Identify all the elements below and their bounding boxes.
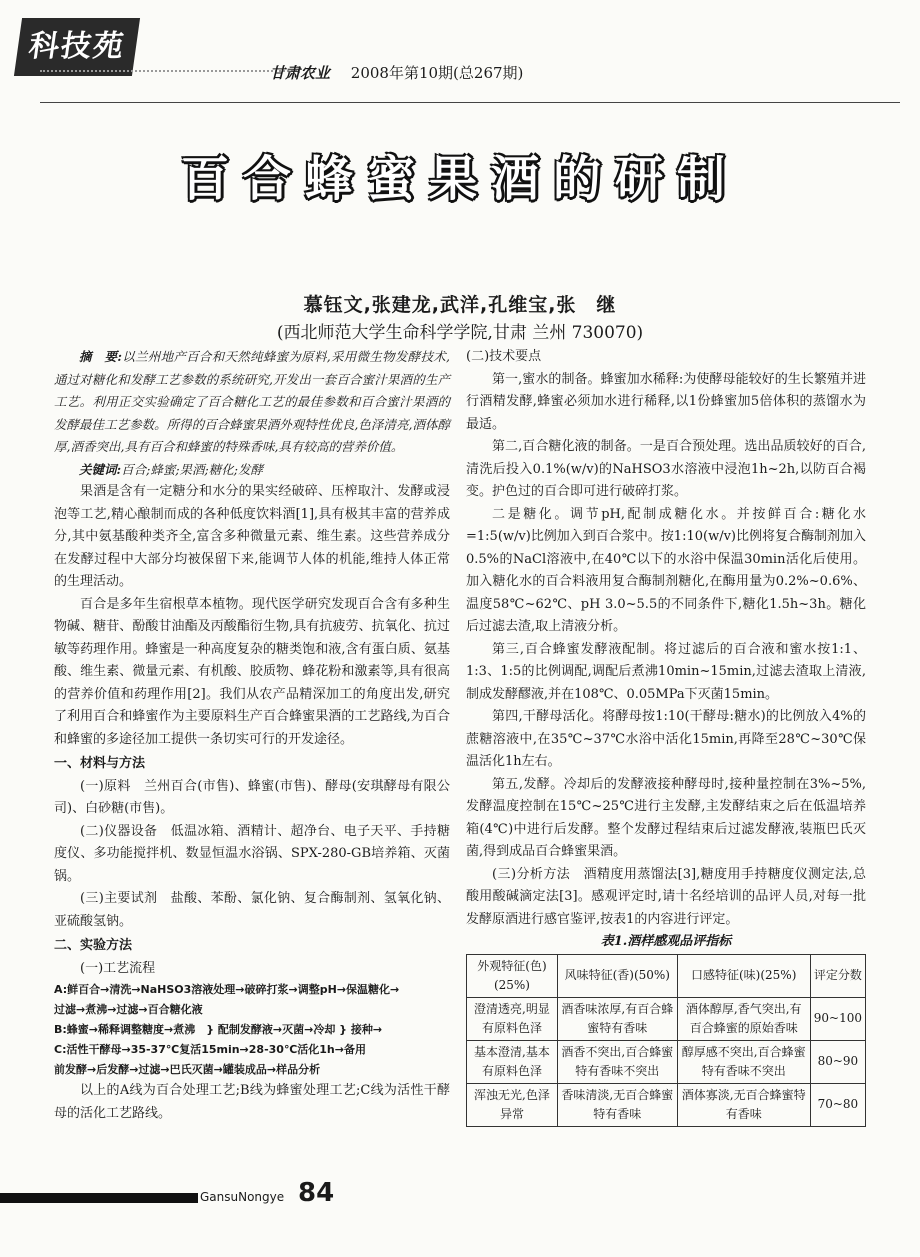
footer-brand: GansuNongye <box>200 1190 285 1204</box>
flow-line-a1: A:鲜百合→清洗→NaHSO3溶液处理→破碎打浆→调整pH→保温糖化→ <box>54 983 400 996</box>
flow-line-b: B:蜂蜜→稀释调整糖度→煮沸 } 配制发酵液→灭菌→冷却 } 接种→ <box>54 1023 383 1036</box>
flow-line-d: 前发酵→后发酵→过滤→巴氏灭菌→罐装成品→样品分析 <box>54 1063 321 1076</box>
table-cell: 醇厚感不突出,百合蜂蜜特有香味不突出 <box>677 1040 810 1083</box>
tech-paragraph-6: 第五,发酵。冷却后的发酵液接种酵母时,接种量控制在3%~5%,发酵温度控制在15℃~25℃进行主发酵,主发酵结束之后在低温培养箱(4℃)中进行后发酵。整个发酵过程结束后过滤发酵液,装瓶巴氏灭菌,得到成品百合蜂蜜果酒。 <box>466 776 866 859</box>
materials-item-3: (三)主要试剂 盐酸、苯酚、氯化钠、复合酶制剂、氢氧化钠、亚硫酸氢钠。 <box>54 891 450 929</box>
table-cell: 酒香不突出,百合蜂蜜特有香味不突出 <box>557 1040 677 1083</box>
process-flow <box>54 980 450 1080</box>
journal-name: 甘肃农业 <box>270 64 331 82</box>
table-cell: 香味清淡,无百合蜂蜜特有香味 <box>557 1083 677 1126</box>
table-row <box>467 1083 866 1126</box>
flow-inoculate: 接种→ <box>350 1023 383 1036</box>
header-rule <box>40 102 900 103</box>
authors: 慕钰文,张建龙,武洋,孔维宝,张 继 <box>303 294 617 316</box>
footer-bar <box>0 1193 198 1203</box>
left-column <box>54 346 450 1125</box>
tech-paragraph-2: 第二,百合糖化液的制备。一是百合预处理。选出品质较好的百合,清洗后投入0.1%(w/v)的NaHSO3水溶液中浸泡1h~2h,以防百合褐变。护色过的百合即可进行破碎打浆。 <box>466 439 866 499</box>
keywords <box>54 459 450 482</box>
table-header-cell: 风味特征(香)(50%) <box>557 954 677 997</box>
table-cell: 酒香味浓厚,有百合蜂蜜特有香味 <box>557 997 677 1040</box>
intro-paragraph-1: 果酒是含有一定糖分和水分的果实经破碎、压榨取汁、发酵或浸泡等工艺,精心酿制而成的各种低度饮料酒[1],具有极其丰富的营养成分,其中氨基酸种类齐全,富含多种微量元素、维生素。这些营养成分在发酵过程中大部分均被保留下来,能调节人体的机能,维持人体正常的生理活动。 <box>54 484 450 589</box>
process-subheading: (一)工艺流程 <box>80 960 156 976</box>
table-cell: 澄清透亮,明显有原料色泽 <box>467 997 558 1040</box>
table-cell: 80~90 <box>810 1040 865 1083</box>
table-header-cell: 评定分数 <box>810 954 865 997</box>
abstract-label: 摘 要: <box>79 349 122 364</box>
analysis-paragraph: (三)分析方法 酒精度用蒸馏法[3],糖度用手持糖度仪测定法,总酸用酸碱滴定法[3]。感观评定时,请十名经培训的品评人员,对每一批发酵原酒进行感官鉴评,按表1的内容进行评定。 <box>466 866 866 927</box>
table-header-row <box>467 954 866 997</box>
table-cell: 酒体醇厚,香气突出,有百合蜂蜜的原始香味 <box>677 997 810 1040</box>
tech-paragraph-3: 二是糖化。调节pH,配制成糖化水。并按鲜百合:糖化水=1:5(w/v)比例加入到百合浆中。按1:10(w/v)比例将复合酶制剂加入0.5%的NaCl溶液中,在40℃以下的水浴中保温30min活化后使用。加入糖化水的百合料液用复合酶制剂糖化,在酶用量为0.2%~0.6%、温度58℃~62℃、pH 3.0~5.5的不同条件下,糖化1.5h~3h。糖化后过滤去渣,取上清液分析。 <box>466 506 866 634</box>
running-header <box>270 62 523 83</box>
table-cell: 90~100 <box>810 997 865 1040</box>
keywords-label: 关键词: <box>79 461 122 477</box>
materials-item-1: (一)原料 兰州百合(市售)、蜂蜜(市售)、酵母(安琪酵母有限公司)、白砂糖(市售)。 <box>54 778 450 816</box>
intro-paragraph-2: 百合是多年生宿根草本植物。现代医学研究发现百合含有多种生物碱、糖苷、酚酸甘油酯及丙酸酯衍生物,具有抗疲劳、抗氧化、抗过敏等药理作用。蜂蜜是一种高度复杂的糖类饱和液,含有蛋白质、氨基酸、维生素、微量元素、有机酸、胶质物、蜂花粉和激素等,具有很高的营养价值和药理作用[2]。我们从农产品精深加工的角度出发,研究了利用百合和蜂蜜作为主要原料生产百合蜂蜜果酒的工艺路线,为百合和蜂蜜的多途径加工提供一条切实可行的开发途径。 <box>54 596 450 747</box>
table-row <box>467 1040 866 1083</box>
table-header-cell: 外观特征(色)(25%) <box>467 954 558 997</box>
flow-mid: 配制发酵液→灭菌→冷却 <box>217 1023 336 1036</box>
table-cell: 酒体寡淡,无百合蜂蜜特有香味 <box>677 1083 810 1126</box>
abstract-text: 以兰州地产百合和天然纯蜂蜜为原料,采用微生物发酵技术,通过对糖化和发酵工艺参数的系统研究,开发出一套百合蜜汁果酒的生产工艺。利用正交实验确定了百合糖化工艺的最佳参数和百合蜜汁果酒的发酵最佳工艺参数。所得的百合蜂蜜果酒外观特性优良,色泽清亮,酒体醇厚,酒香突出,具有百合和蜂蜜的特殊香味,具有较高的营养价值。 <box>54 349 450 454</box>
abstract <box>54 346 450 459</box>
process-note: 以上的A线为百合处理工艺;B线为蜂蜜处理工艺;C线为活性干酵母的活化工艺路线。 <box>54 1083 450 1121</box>
tech-points-subheading: (二)技术要点 <box>466 349 542 364</box>
right-column <box>466 346 866 1127</box>
table-cell: 基本澄清,基本有原料色泽 <box>467 1040 558 1083</box>
section-heading-materials: 一、材料与方法 <box>54 756 146 771</box>
flow-line-c: C:活性干酵母→35-37℃复活15min→28-30℃活化1h→备用 <box>54 1043 366 1056</box>
table-cell: 70~80 <box>810 1083 865 1126</box>
table-caption: 表1.酒样感观品评指标 <box>600 934 732 949</box>
tech-paragraph-1: 第一,蜜水的制备。蜂蜜加水稀释:为使酵母能较好的生长繁殖并进行酒精发酵,蜂蜜必须加水进行稀释,以1份蜂蜜加5倍体积的蒸馏水为最适。 <box>466 371 866 432</box>
materials-item-2: (二)仪器设备 低温冰箱、酒精计、超净台、电子天平、手持糖度仪、多功能搅拌机、数显恒温水浴锅、SPX-280-GB培养箱、灭菌锅。 <box>54 823 450 884</box>
sensory-table <box>466 954 866 1127</box>
section-logo: 科技苑 <box>14 18 140 76</box>
tech-paragraph-5: 第四,干酵母活化。将酵母按1:10(干酵母:糖水)的比例放入4%的蔗糖溶液中,在35℃~37℃水浴中活化15min,再降至28℃~30℃保温活化1h左右。 <box>466 709 866 769</box>
keywords-text: 百合;蜂蜜;果酒;糖化;发酵 <box>121 461 263 477</box>
page-number: 84 <box>298 1178 335 1208</box>
article-title: 百合蜂蜜果酒的研制 <box>180 151 739 207</box>
section-heading-methods: 二、实验方法 <box>54 938 133 953</box>
header-dots <box>40 70 300 72</box>
table-cell: 浑浊无光,色泽异常 <box>467 1083 558 1126</box>
flow-line-a2: 过滤→煮沸→过滤→百合糖化液 <box>54 1003 203 1016</box>
tech-paragraph-4: 第三,百合蜂蜜发酵液配制。将过滤后的百合液和蜜水按1:1、1:3、1:5的比例调配,调配后煮沸10min~15min,过滤去渣取上清液,制成发酵醪液,并在108℃、0.05MPa下灭菌15min。 <box>466 641 866 702</box>
table-row <box>467 997 866 1040</box>
issue-info: 2008年第10期(总267期) <box>350 64 524 82</box>
affiliation: (西北师范大学生命科学学院,甘肃 兰州 730070) <box>276 323 644 343</box>
table-header-cell: 口感特征(味)(25%) <box>677 954 810 997</box>
